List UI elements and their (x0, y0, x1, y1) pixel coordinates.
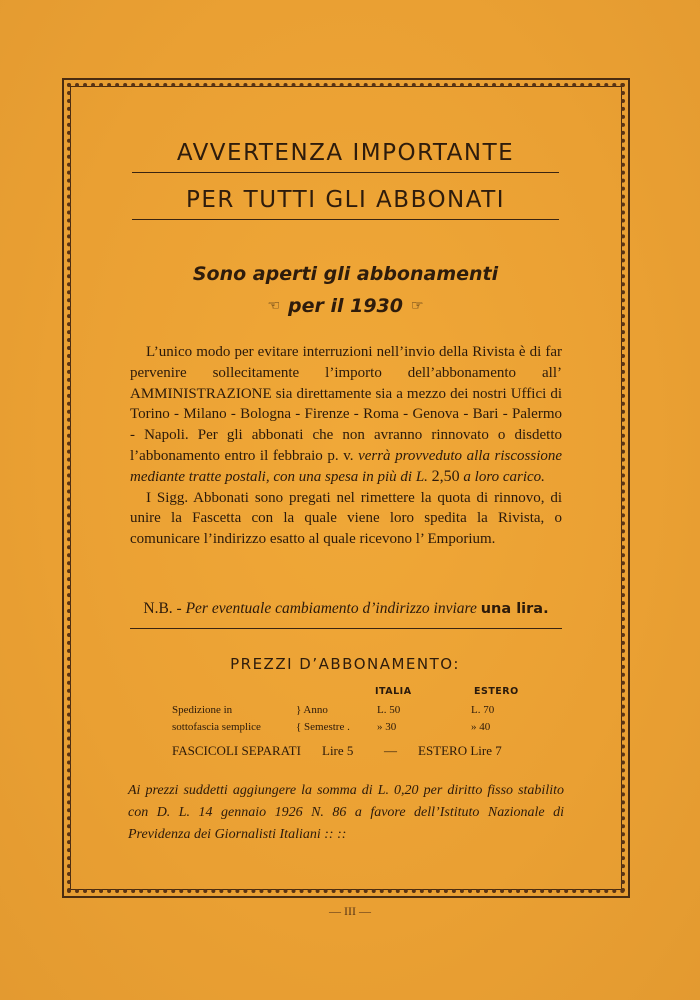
subtitle-line-2 (132, 295, 559, 317)
nb-notice (130, 600, 562, 618)
price-row-period: } Anno (296, 704, 328, 716)
headline-line-1: AVVERTENZA IMPORTANTE (176, 140, 515, 166)
headline-rule-2 (132, 219, 559, 220)
price-estero: » 40 (471, 721, 491, 733)
price-italia: L. 50 (377, 704, 401, 716)
single-issue-label: FASCICOLI SEPARATI (172, 743, 301, 758)
price-row-period: { Semestre . (296, 721, 350, 733)
prices-heading: PREZZI D’ABBONAMENTO: (230, 655, 460, 673)
price-estero: L. 70 (471, 704, 495, 716)
single-issue-dash: — (384, 743, 397, 758)
single-issue-italia: Lire 5 (322, 743, 354, 758)
notice-paragraph-1 (130, 342, 562, 488)
nb-label: N.B. (143, 600, 173, 617)
subtitle-line-1: Sono aperti gli abbonamenti (192, 263, 499, 285)
price-italia: » 30 (377, 721, 397, 733)
subtitle-year: per il 1930 (288, 295, 403, 317)
single-issue-estero: ESTERO Lire 7 (418, 743, 502, 758)
page-number: — III — (329, 904, 371, 918)
nb-rule (130, 628, 562, 629)
headline-line-2: PER TUTTI GLI ABBONATI (185, 187, 506, 213)
pointing-hand-left-icon: ☜ (267, 298, 280, 314)
prices-col-italia: ITALIA (375, 686, 412, 697)
notice-paragraph-1-text: L’unico modo per evitare interruzioni nell’invio della Rivista è di far pervenire sollecitamente l’importo dell’abbonamento all’ AMMINISTRAZIONE sia direttamente sia a mezzo dei nostri Uffici di Torino - Milano - Bologna - Firenze - Roma - Genova - Bari - Palermo - Napoli. Per gli abbonati che non avranno rinnovato o disdetto l’abbonamento entro il febbraio p. v. (130, 344, 562, 464)
notice-paragraph-1-end: a loro carico. (463, 468, 545, 485)
pointing-hand-right-icon: ☞ (411, 298, 424, 314)
notice-paragraph-1-italic: verrà provveduto alla riscossione mediante tratte postali, con una spesa in più di L. (130, 447, 563, 485)
price-row-label: Spedizione in (172, 704, 233, 716)
surcharge-amount: 2,50 (431, 467, 460, 485)
nb-text: - Per eventuale cambiamento d’indirizzo inviare (176, 600, 477, 617)
price-row-label: sottofascia semplice (172, 721, 261, 733)
notice-paragraph-2: I Sigg. Abbonati sono pregati nel rimettere la quota di rinnovo, di unire la Fascetta con la quale viene loro spedita la Rivista, o comunicare l’indirizzo esatto al quale ricevono l’ Emporium. (130, 489, 562, 548)
nb-amount: una lira. (480, 601, 549, 617)
prices-col-estero: ESTERO (474, 686, 519, 697)
footnote: Ai prezzi suddetti aggiungere la somma di L. 0,20 per diritto fisso stabilito con D. L. 14 gennaio 1926 N. 86 a favore dell’Istituto Nazionale di Previdenza dei Giornalisti Italiani :: :: (128, 783, 564, 842)
headline-rule-1 (132, 172, 559, 173)
notice-body (130, 342, 562, 550)
